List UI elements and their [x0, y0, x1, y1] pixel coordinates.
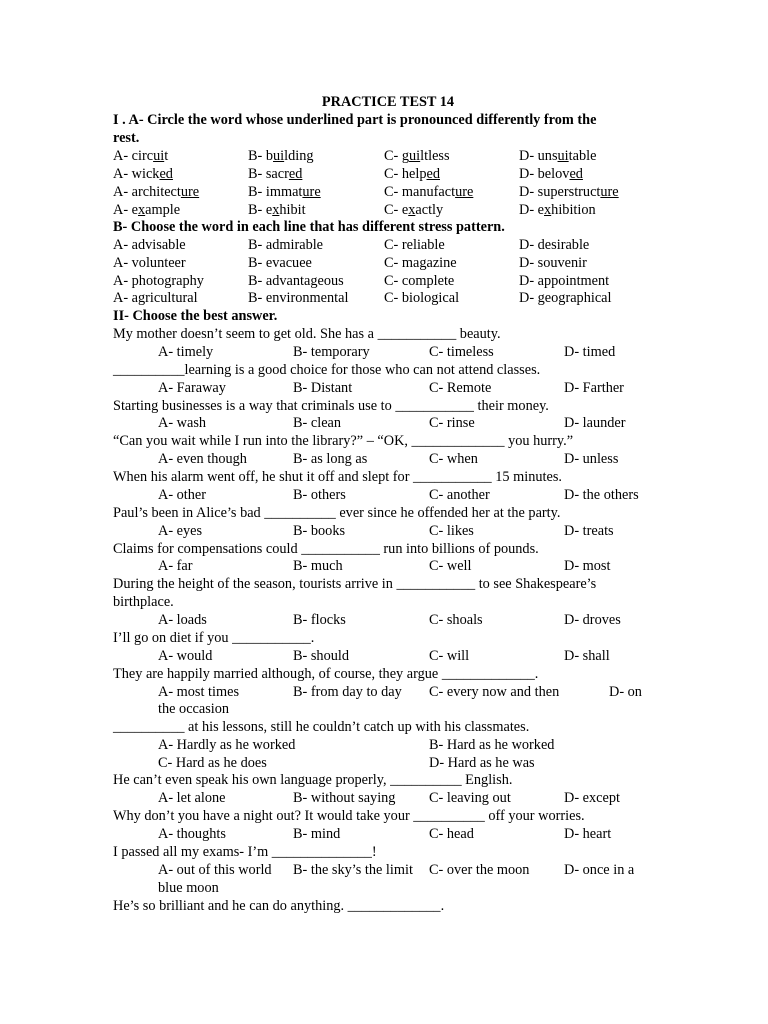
option[interactable]: D- superstructure — [519, 184, 619, 200]
answer-option[interactable]: D- on — [609, 684, 642, 700]
option[interactable]: D- geographical — [519, 290, 612, 306]
answer-option[interactable]: D- treats — [564, 523, 614, 539]
option[interactable]: A- agricultural — [113, 290, 198, 306]
question-text: He’s so brilliant and he can do anything. _____________. — [113, 898, 445, 914]
option[interactable]: D- beloved — [519, 166, 583, 182]
answer-option[interactable]: C- when — [429, 451, 478, 467]
option[interactable]: D- souvenir — [519, 255, 587, 271]
question-text: Claims for compensations could ___________ run into billions of pounds. — [113, 541, 539, 557]
option[interactable]: B- evacuee — [248, 255, 312, 271]
answer-option[interactable]: D- Farther — [564, 380, 624, 396]
answer-option[interactable]: D- shall — [564, 648, 610, 664]
section1-heading-line1: I . A- Circle the word whose underlined part is pronounced differently from the — [113, 112, 597, 128]
answer-option[interactable]: D- heart — [564, 826, 612, 842]
question-text: My mother doesn’t seem to get old. She has a ___________ beauty. — [113, 326, 501, 342]
answer-option[interactable]: B- clean — [293, 415, 342, 431]
answer-option[interactable]: D- launder — [564, 415, 626, 431]
question-text: Paul’s been in Alice’s bad __________ ever since he offended her at the party. — [113, 505, 561, 521]
answer-option[interactable]: D- the others — [564, 487, 639, 503]
answer-option[interactable]: C- well — [429, 558, 472, 574]
answer-option[interactable]: C- Remote — [429, 380, 492, 396]
question-text: Why don’t you have a night out? It would take your __________ off your worries. — [113, 808, 585, 824]
option[interactable]: B- advantageous — [248, 273, 344, 289]
option[interactable]: A- architecture — [113, 184, 200, 200]
question-text: He can’t even speak his own language properly, __________ English. — [113, 772, 513, 788]
option[interactable]: C- magazine — [384, 255, 457, 271]
option[interactable]: B- admirable — [248, 237, 324, 253]
option[interactable]: B- immature — [248, 184, 321, 200]
option[interactable]: B- environmental — [248, 290, 349, 306]
answer-option[interactable]: A- other — [158, 487, 207, 503]
option[interactable]: C- complete — [384, 273, 455, 289]
answer-option[interactable]: C- Hard as he does — [158, 755, 267, 771]
question-text: __________learning is a good choice for those who can not attend classes. — [113, 362, 541, 378]
option[interactable]: B- sacred — [248, 166, 303, 182]
option[interactable]: C- guiltless — [384, 148, 450, 164]
answer-option[interactable]: A- thoughts — [158, 826, 226, 842]
question-text: “Can you wait while I run into the library?” – “OK, _____________ you hurry.” — [113, 433, 574, 449]
section1-heading-line2: rest. — [113, 130, 140, 146]
option[interactable]: B- exhibit — [248, 202, 306, 218]
answer-option[interactable]: A- eyes — [158, 523, 203, 539]
option[interactable]: D- desirable — [519, 237, 590, 253]
option[interactable]: C- reliable — [384, 237, 445, 253]
question-text: I’ll go on diet if you ___________. — [113, 630, 315, 646]
question-text-cont: birthplace. — [113, 594, 174, 610]
answer-option[interactable]: D- once in a — [564, 862, 635, 878]
answer-option[interactable]: A- wash — [158, 415, 207, 431]
answer-option[interactable]: A- let alone — [158, 790, 226, 806]
answer-option[interactable]: D- Hard as he was — [429, 755, 535, 771]
answer-option[interactable]: C- rinse — [429, 415, 475, 431]
answer-option[interactable]: D- timed — [564, 344, 616, 360]
answer-option[interactable]: A- far — [158, 558, 193, 574]
question-text: __________ at his lessons, still he couldn’t catch up with his classmates. — [113, 719, 530, 735]
answer-option[interactable]: B- Hard as he worked — [429, 737, 555, 753]
answer-option[interactable]: A- out of this world — [158, 862, 272, 878]
answer-option[interactable]: C- will — [429, 648, 470, 664]
option[interactable]: A- photography — [113, 273, 204, 289]
answer-option[interactable]: A- most times — [158, 684, 240, 700]
question-text: Starting businesses is a way that criminals use to ___________ their money. — [113, 398, 549, 414]
option[interactable]: C- biological — [384, 290, 460, 306]
answer-option[interactable]: A- Hardly as he worked — [158, 737, 296, 753]
option[interactable]: A- example — [113, 202, 181, 218]
answer-option[interactable]: A- would — [158, 648, 213, 664]
option[interactable]: D- appointment — [519, 273, 610, 289]
answer-option[interactable]: A- timely — [158, 344, 214, 360]
answer-option[interactable]: B- Distant — [293, 380, 353, 396]
answer-option[interactable]: A- loads — [158, 612, 207, 628]
option[interactable]: B- building — [248, 148, 314, 164]
answer-option[interactable]: D- except — [564, 790, 620, 806]
answer-option[interactable]: B- books — [293, 523, 346, 539]
answer-option[interactable]: C- likes — [429, 523, 474, 539]
answer-option[interactable]: B- should — [293, 648, 350, 664]
answer-option[interactable]: B- from day to day — [293, 684, 402, 700]
answer-option[interactable]: C- head — [429, 826, 474, 842]
answer-option[interactable]: A- Faraway — [158, 380, 226, 396]
section2-heading: II- Choose the best answer. — [113, 308, 278, 324]
answer-option-cont: the occasion — [158, 701, 230, 717]
answer-option[interactable]: B- much — [293, 558, 343, 574]
question-text: They are happily married although, of course, they argue _____________. — [113, 666, 539, 682]
answer-option[interactable]: C- shoals — [429, 612, 483, 628]
page-title: PRACTICE TEST 14 — [321, 94, 455, 110]
answer-option[interactable]: B- mind — [293, 826, 341, 842]
section1b-heading: B- Choose the word in each line that has different stress pattern. — [113, 219, 505, 235]
question-text: During the height of the season, tourists arrive in ___________ to see Shakespeare’s — [113, 576, 597, 592]
question-text: When his alarm went off, he shut it off and slept for ___________ 15 minutes. — [113, 469, 562, 485]
answer-option[interactable]: C- another — [429, 487, 490, 503]
answer-option[interactable]: B- flocks — [293, 612, 346, 628]
answer-option[interactable]: C- timeless — [429, 344, 494, 360]
answer-option[interactable]: B- as long as — [293, 451, 368, 467]
answer-option-cont: blue moon — [158, 880, 219, 896]
option[interactable]: D- unsuitable — [519, 148, 597, 164]
answer-option[interactable]: C- leaving out — [429, 790, 511, 806]
answer-option[interactable]: D- unless — [564, 451, 619, 467]
answer-option[interactable]: B- others — [293, 487, 346, 503]
answer-option[interactable]: B- temporary — [293, 344, 370, 360]
answer-option[interactable]: A- even though — [158, 451, 247, 467]
question-text: I passed all my exams- I’m ______________! — [113, 844, 377, 860]
answer-option[interactable]: D- droves — [564, 612, 621, 628]
answer-option[interactable]: D- most — [564, 558, 611, 574]
option[interactable]: A- volunteer — [113, 255, 186, 271]
option[interactable]: C- helped — [384, 166, 440, 182]
answer-option[interactable]: B- without saying — [293, 790, 396, 806]
answer-option[interactable]: B- the sky’s the limit — [293, 862, 413, 878]
option[interactable]: C- manufacture — [384, 184, 474, 200]
answer-option[interactable]: C- every now and then — [429, 684, 560, 700]
option[interactable]: A- circuit — [113, 148, 169, 164]
option[interactable]: C- exactly — [384, 202, 444, 218]
option[interactable]: D- exhibition — [519, 202, 596, 218]
option[interactable]: A- advisable — [113, 237, 186, 253]
option[interactable]: A- wicked — [113, 166, 173, 182]
answer-option[interactable]: C- over the moon — [429, 862, 530, 878]
